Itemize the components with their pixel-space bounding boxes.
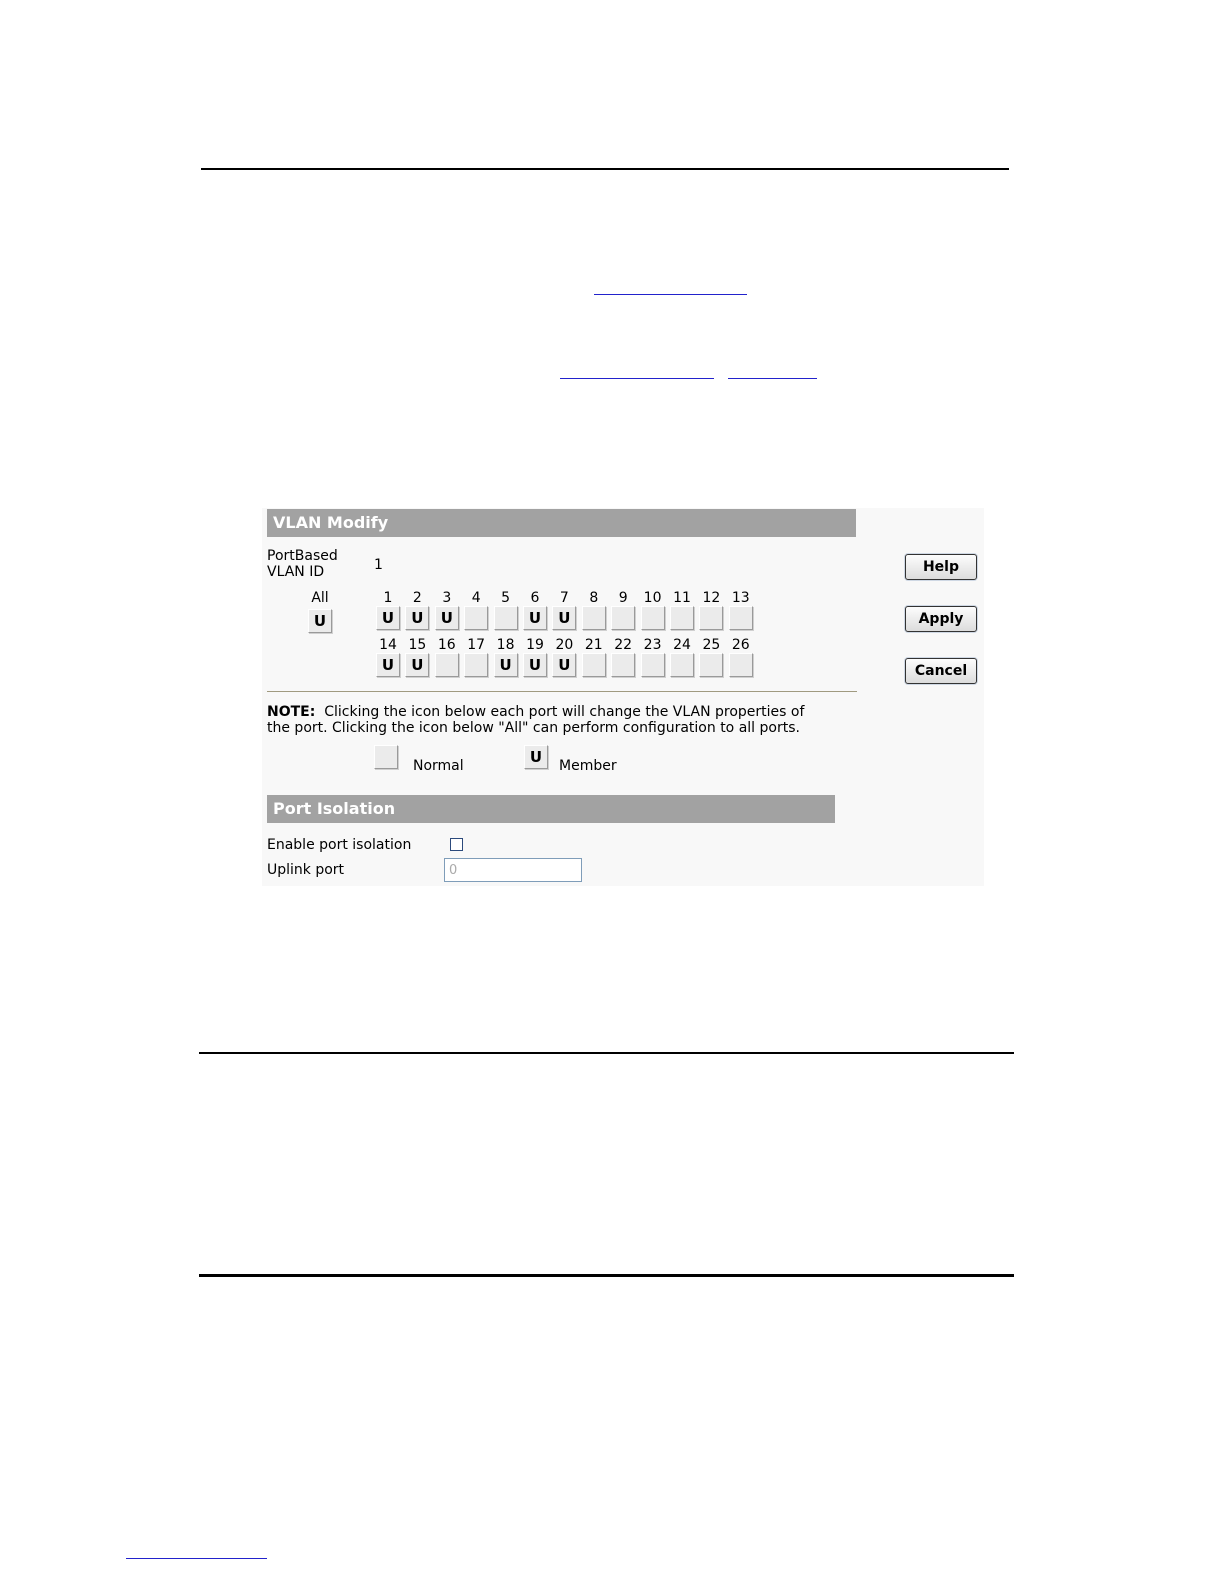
uplink-port-input[interactable] xyxy=(444,858,582,882)
port-label: 22 xyxy=(614,637,633,653)
port-label: 15 xyxy=(408,637,427,653)
section-divider xyxy=(267,691,857,692)
port-button-5[interactable] xyxy=(494,606,518,630)
link-underline xyxy=(560,378,714,379)
port-button-15[interactable]: U xyxy=(405,653,429,677)
port-label: 13 xyxy=(731,590,750,606)
note-text-2: the port. Clicking the icon below "All" can perform configuration to all ports. xyxy=(267,720,800,736)
link-underline xyxy=(728,378,817,379)
legend-normal-icon xyxy=(374,745,398,769)
port-label: 3 xyxy=(442,590,452,606)
enable-isolation-label: Enable port isolation xyxy=(267,837,412,853)
port-button-14[interactable]: U xyxy=(376,653,400,677)
top-rule xyxy=(201,168,1009,170)
cancel-button[interactable]: Cancel xyxy=(905,658,977,684)
port-label: 7 xyxy=(559,590,569,606)
port-label: 5 xyxy=(501,590,511,606)
port-button-3[interactable]: U xyxy=(435,606,459,630)
port-label: 6 xyxy=(530,590,540,606)
port-button-20[interactable]: U xyxy=(552,653,576,677)
port-button-25[interactable] xyxy=(699,653,723,677)
port-label: 20 xyxy=(555,637,574,653)
footer-link-underline xyxy=(126,1558,267,1559)
vlan-modify-header: VLAN Modify xyxy=(267,509,856,537)
port-button-13[interactable] xyxy=(729,606,753,630)
all-ports-label: All xyxy=(311,590,329,606)
legend-normal-label: Normal xyxy=(413,758,464,774)
port-button-11[interactable] xyxy=(670,606,694,630)
port-button-22[interactable] xyxy=(611,653,635,677)
port-button-23[interactable] xyxy=(641,653,665,677)
vlan-id-label-line2: VLAN ID xyxy=(267,564,325,580)
port-button-8[interactable] xyxy=(582,606,606,630)
legend-member-label: Member xyxy=(559,758,617,774)
vlan-id-label-line1: PortBased xyxy=(267,548,338,564)
port-button-12[interactable] xyxy=(699,606,723,630)
port-button-1[interactable]: U xyxy=(376,606,400,630)
port-button-6[interactable]: U xyxy=(523,606,547,630)
port-label: 18 xyxy=(496,637,515,653)
port-label: 8 xyxy=(589,590,599,606)
divider-rule xyxy=(199,1052,1014,1054)
note-text-1: Clicking the icon below each port will change the VLAN properties of xyxy=(324,704,805,720)
vlan-config-panel xyxy=(262,508,984,886)
port-label: 12 xyxy=(702,590,721,606)
port-button-18[interactable]: U xyxy=(494,653,518,677)
port-label: 26 xyxy=(731,637,750,653)
note-text-line1 xyxy=(267,704,804,720)
port-label: 10 xyxy=(643,590,662,606)
link-underline xyxy=(594,294,747,295)
port-button-26[interactable] xyxy=(729,653,753,677)
vlan-id-value: 1 xyxy=(374,557,383,573)
port-button-24[interactable] xyxy=(670,653,694,677)
bottom-rule xyxy=(199,1274,1014,1277)
port-label: 2 xyxy=(412,590,422,606)
port-button-17[interactable] xyxy=(464,653,488,677)
port-label: 4 xyxy=(471,590,481,606)
port-label: 11 xyxy=(673,590,691,606)
port-label: 1 xyxy=(383,590,393,606)
port-button-21[interactable] xyxy=(582,653,606,677)
help-button[interactable]: Help xyxy=(905,554,977,580)
port-label: 17 xyxy=(467,637,486,653)
port-label: 25 xyxy=(702,637,721,653)
all-ports-button[interactable]: U xyxy=(308,609,332,633)
port-button-7[interactable]: U xyxy=(552,606,576,630)
legend-member-icon: U xyxy=(524,745,548,769)
port-label: 24 xyxy=(673,637,691,653)
port-button-4[interactable] xyxy=(464,606,488,630)
note-bold-label: NOTE: xyxy=(267,704,316,720)
port-button-19[interactable]: U xyxy=(523,653,547,677)
port-button-16[interactable] xyxy=(435,653,459,677)
port-label: 16 xyxy=(437,637,456,653)
port-label: 19 xyxy=(526,637,544,653)
port-button-9[interactable] xyxy=(611,606,635,630)
port-label: 23 xyxy=(643,637,662,653)
apply-button[interactable]: Apply xyxy=(905,606,977,632)
port-button-2[interactable]: U xyxy=(405,606,429,630)
enable-isolation-checkbox[interactable] xyxy=(450,838,463,851)
uplink-port-label: Uplink port xyxy=(267,862,345,878)
port-label: 21 xyxy=(584,637,603,653)
port-button-10[interactable] xyxy=(641,606,665,630)
port-isolation-header: Port Isolation xyxy=(267,795,835,823)
port-label: 14 xyxy=(379,637,397,653)
port-label: 9 xyxy=(618,590,628,606)
